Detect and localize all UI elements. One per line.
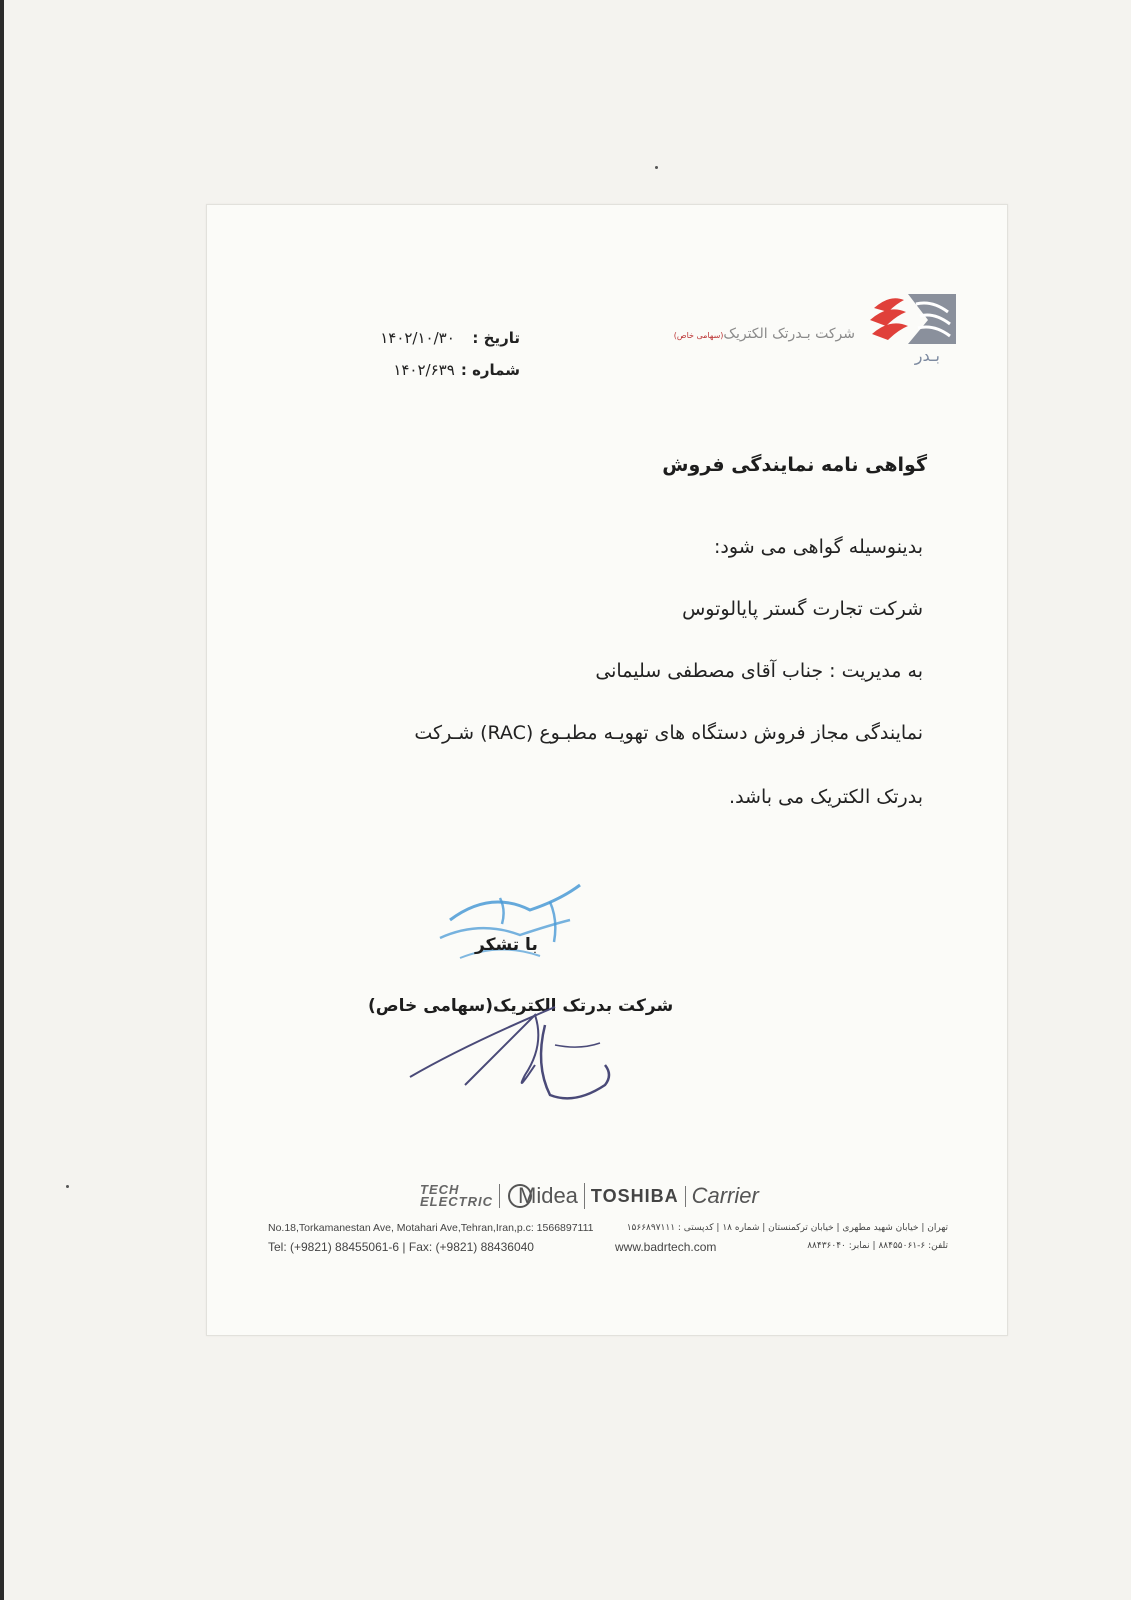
brand-toshiba: TOSHIBA (591, 1186, 686, 1207)
company-stamp (430, 880, 590, 980)
footer-contact-fa: تلفن: ۶-۸۸۴۵۵۰۶۱ | نمابر: ۸۸۴۳۶۰۴۰ (807, 1241, 948, 1251)
scan-speck (655, 166, 658, 169)
letter-paper (206, 204, 1008, 1336)
scan-speck (66, 1185, 69, 1188)
brand-midea (508, 1183, 585, 1209)
letter-meta (330, 322, 520, 386)
closing-text: با تشکر (475, 935, 538, 955)
brand-midea-text: Midea (518, 1183, 578, 1208)
brand-tech-top: TECH (420, 1182, 460, 1197)
brand-strip (420, 1176, 759, 1216)
body-line-5: بدرتک الکتریک می باشد. (729, 786, 923, 808)
number-label: شماره : (460, 361, 520, 379)
brand-carrier: Carrier (691, 1183, 759, 1208)
logo-word: بـدر (914, 346, 940, 365)
footer-website[interactable]: www.badrtech.com (615, 1240, 717, 1254)
date-row (330, 322, 520, 354)
body-line-4: نمایندگی مجاز فروش دستگاه های تهویـه مطبـوع (RAC) شـرکت (414, 722, 923, 744)
number-value: ۱۴۰۲/۶۳۹ (393, 361, 455, 379)
body-line-2: شرکت تجارت گستر پایالوتوس (682, 598, 923, 620)
logo-company-type: (سهامی خاص) (673, 331, 724, 340)
date-value: ۱۴۰۲/۱۰/۳۰ (380, 329, 455, 347)
scan-edge (0, 0, 4, 1600)
footer-address-en: No.18,Torkamanestan Ave, Motahari Ave,Tehran,Iran,p.c: 1566897111 (268, 1222, 594, 1234)
logo-company-name (674, 326, 855, 342)
footer-address-fa: تهران | خیابان شهید مطهری | خیابان ترکمنستان | شماره ۱۸ | کدپستی : ۱۵۶۶۸۹۷۱۱۱ (626, 1223, 948, 1233)
logo-company-text: شرکت بـدرتک الکتریک (723, 326, 855, 342)
date-label: تاریخ : (472, 329, 520, 347)
number-row (330, 354, 520, 386)
body-line-1: بدینوسیله گواهی می شود: (714, 536, 923, 558)
signer-company: شرکت بدرتک الکتریک(سهامی خاص) (368, 996, 674, 1016)
body-line-3: به مدیریت : جناب آقای مصطفی سلیمانی (595, 660, 923, 682)
company-logo (670, 290, 960, 370)
document-title: گواهی نامه نمایندگی فروش (662, 454, 927, 476)
brand-tech-electric (420, 1184, 500, 1208)
brand-tech-bottom: ELECTRIC (420, 1194, 493, 1209)
footer-contact-en: Tel: (+9821) 88455061-6 | Fax: (+9821) 88436040 (268, 1240, 534, 1254)
handwritten-signature (405, 1005, 635, 1115)
